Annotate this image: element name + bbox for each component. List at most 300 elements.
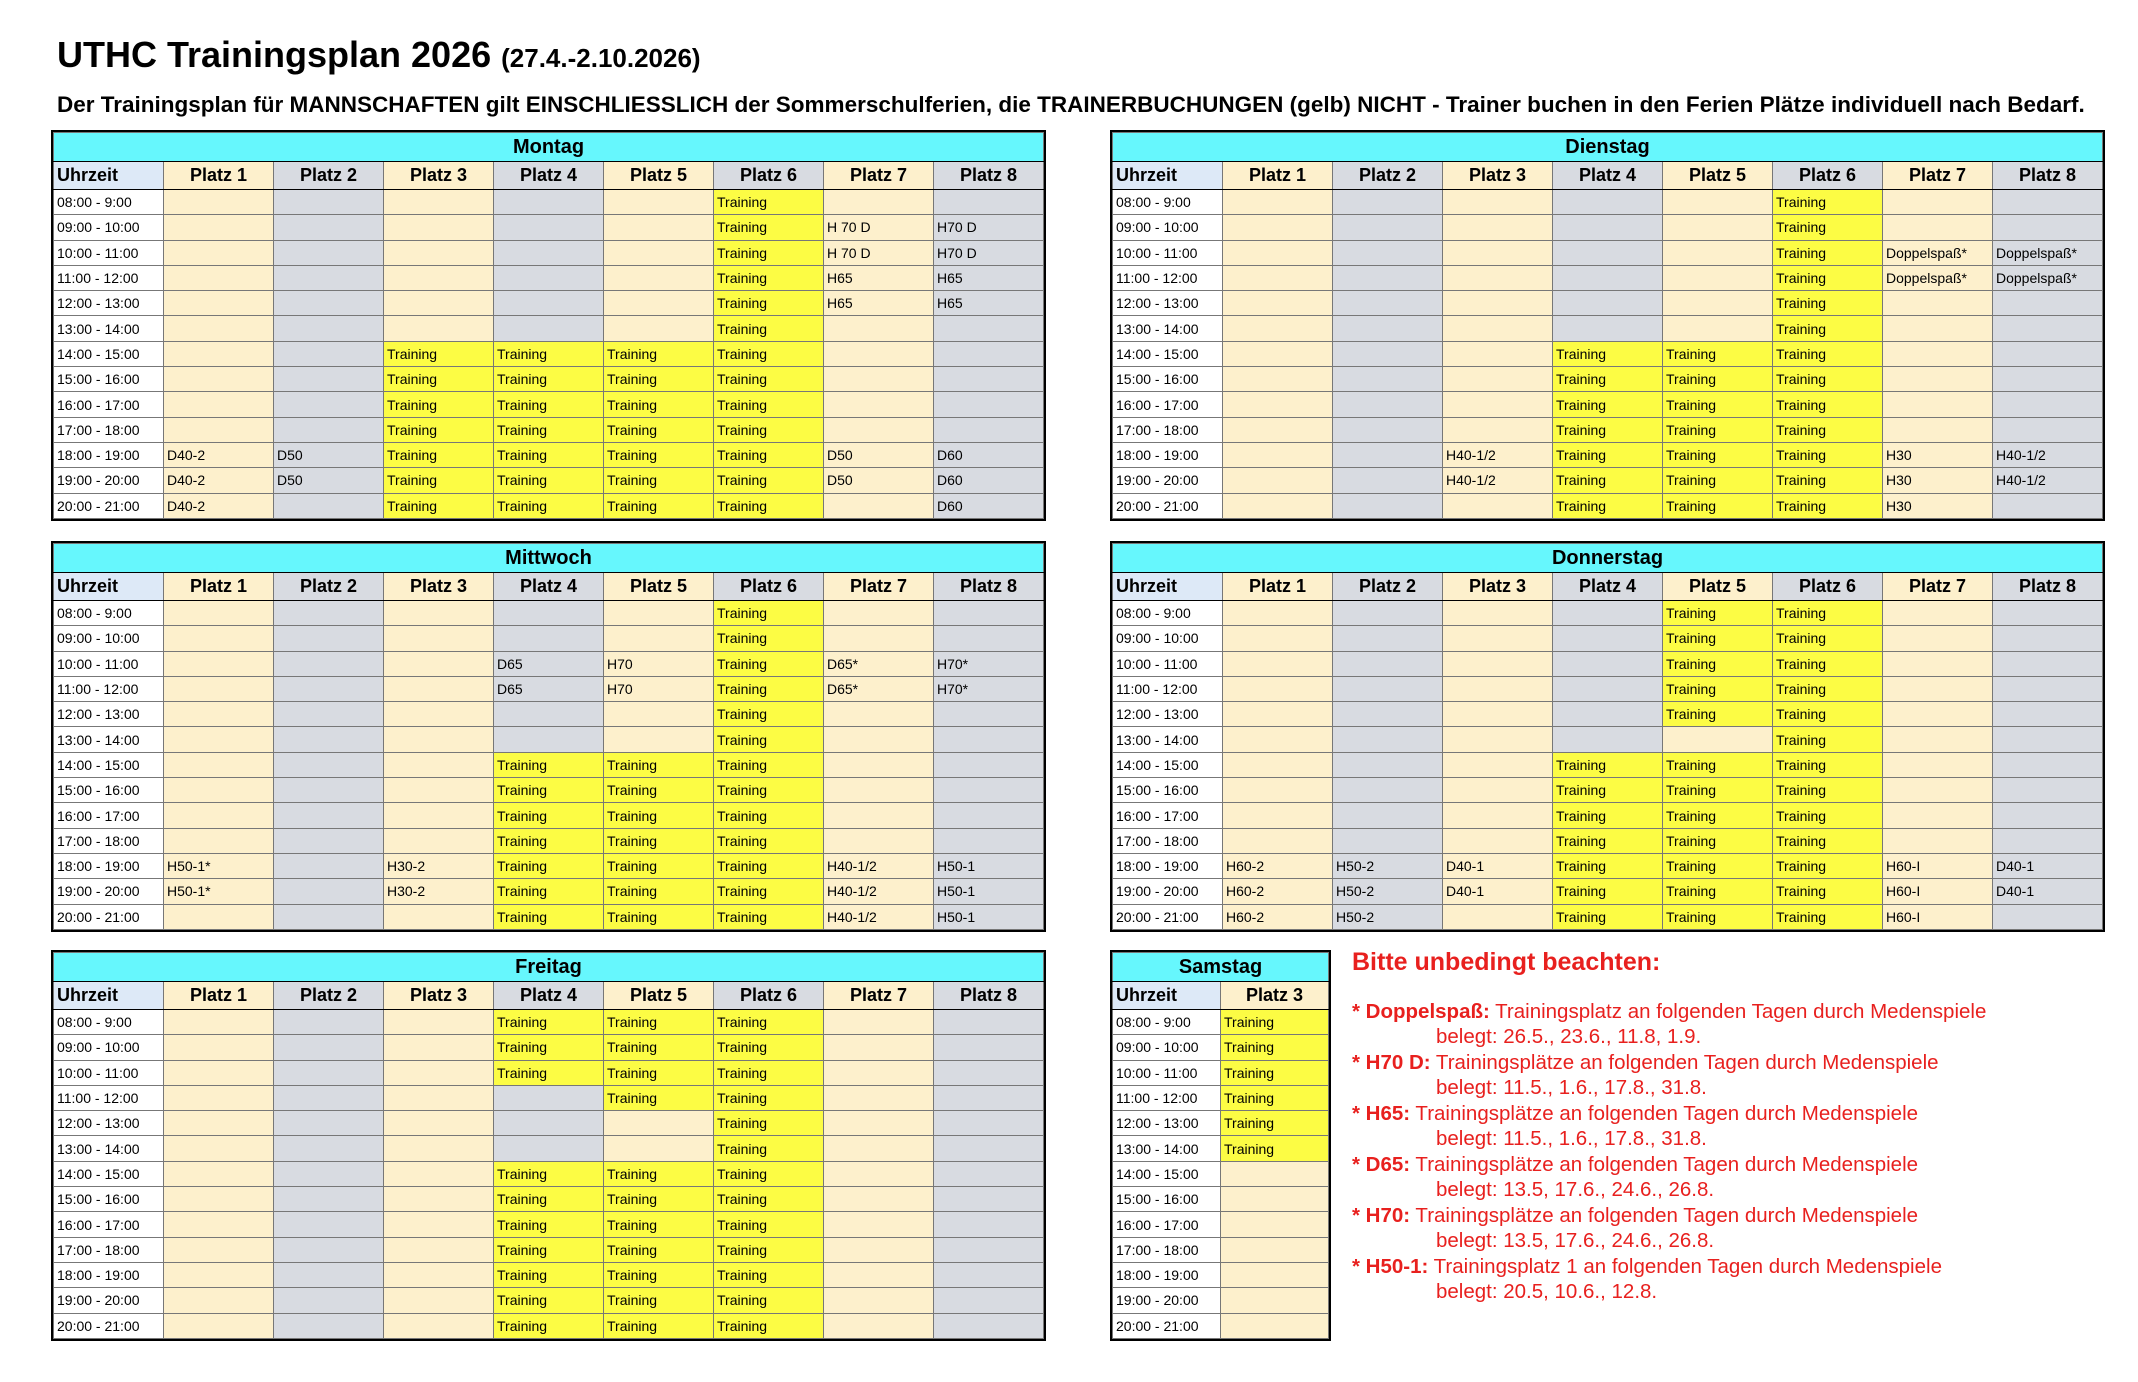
time-cell: 13:00 - 14:00 [1113,1136,1221,1161]
day-header: Dienstag [1113,133,2103,162]
court-cell [1223,493,1333,518]
table-row [1113,1212,1329,1237]
court-cell [934,752,1044,777]
court-cell: H30-2 [384,879,494,904]
table-row [54,601,1044,626]
time-cell: 15:00 - 16:00 [1113,778,1223,803]
table-row [1113,240,2103,265]
court-cell [1223,626,1333,651]
court-cell [1993,291,2103,316]
court-cell [1993,626,2103,651]
court-cell [1333,316,1443,341]
court-cell [604,190,714,215]
court-cell: Training [494,828,604,853]
note-item [1352,999,1986,1049]
court-cell [274,341,384,366]
time-cell: 20:00 - 21:00 [54,904,164,929]
court-column-header: Platz 4 [494,162,604,190]
court-cell [494,601,604,626]
court-cell: H50-2 [1333,879,1443,904]
court-cell: Training [494,853,604,878]
court-cell [1883,702,1993,727]
table-row [1113,879,2103,904]
court-cell: Training [714,265,824,290]
court-cell: Training [714,1313,824,1338]
table-row [1113,1010,1329,1035]
court-cell [164,341,274,366]
table-row [1113,1060,1329,1085]
court-cell [934,341,1044,366]
time-cell: 14:00 - 15:00 [1113,752,1223,777]
court-cell: D65* [824,676,934,701]
table-row [54,626,1044,651]
court-cell: D50 [274,468,384,493]
court-cell: Training [714,316,824,341]
court-cell [1221,1237,1329,1262]
court-cell: Training [714,1060,824,1085]
table-row [54,1035,1044,1060]
court-cell [1443,778,1553,803]
table-row [54,1136,1044,1161]
time-cell: 13:00 - 14:00 [1113,727,1223,752]
court-cell [1443,493,1553,518]
court-cell [1553,727,1663,752]
court-cell: H60-I [1883,853,1993,878]
court-cell [384,1060,494,1085]
court-cell [1993,392,2103,417]
table-row [54,1212,1044,1237]
court-cell [934,702,1044,727]
table-row [1113,316,2103,341]
court-cell: Training [604,853,714,878]
court-cell [934,1288,1044,1313]
table-row [54,442,1044,467]
court-cell: Training [1773,626,1883,651]
court-cell: Training [1773,493,1883,518]
court-cell: Training [494,1187,604,1212]
court-cell [384,1313,494,1338]
court-cell [1443,676,1553,701]
court-cell: Training [604,1212,714,1237]
notes-panel [1352,948,1986,1305]
court-cell: Training [1553,468,1663,493]
court-cell [1993,904,2103,929]
time-cell: 18:00 - 19:00 [54,1262,164,1287]
court-column-header: Platz 8 [934,573,1044,601]
court-cell: Training [714,1111,824,1136]
court-cell [384,291,494,316]
court-cell [1993,778,2103,803]
time-cell: 10:00 - 11:00 [54,1060,164,1085]
court-cell [274,727,384,752]
time-cell: 16:00 - 17:00 [54,803,164,828]
court-column-header: Platz 8 [934,162,1044,190]
court-cell: Training [714,727,824,752]
court-cell [1443,828,1553,853]
time-cell: 10:00 - 11:00 [54,651,164,676]
court-cell: Training [604,442,714,467]
note-label: * H70: [1352,1204,1411,1227]
court-cell: Training [1221,1085,1329,1110]
court-cell: H65 [824,291,934,316]
court-cell: Training [494,1212,604,1237]
court-cell [1223,468,1333,493]
time-cell: 13:00 - 14:00 [1113,316,1223,341]
table-row [54,1262,1044,1287]
time-cell: 15:00 - 16:00 [54,367,164,392]
court-cell: Training [494,468,604,493]
court-cell [1883,727,1993,752]
court-cell: Training [1553,904,1663,929]
table-row [1113,651,2103,676]
court-cell: Training [1553,853,1663,878]
court-cell [1221,1288,1329,1313]
court-cell [1663,291,1773,316]
court-cell [274,626,384,651]
court-cell [164,1161,274,1186]
court-cell [604,240,714,265]
schedule-table [1112,132,2103,519]
court-cell [384,190,494,215]
court-cell: Training [1773,727,1883,752]
time-cell: 17:00 - 18:00 [54,828,164,853]
court-cell: D40-2 [164,468,274,493]
court-cell: Training [714,341,824,366]
table-row [1113,1288,1329,1313]
court-cell [274,1237,384,1262]
court-cell [1221,1313,1329,1338]
court-cell [384,1035,494,1060]
court-cell [1223,727,1333,752]
court-cell [494,291,604,316]
court-cell [1223,190,1333,215]
court-column-header: Platz 2 [1333,162,1443,190]
court-cell: Training [1553,803,1663,828]
court-cell [934,1212,1044,1237]
court-cell [1443,367,1553,392]
court-cell: Training [714,676,824,701]
note-dates: belegt: 13.5, 17.6., 24.6., 26.8. [1436,1178,1715,1201]
court-cell: H 70 D [824,215,934,240]
court-cell [1333,778,1443,803]
court-cell [164,215,274,240]
note-text: Trainingsplätze an folgenden Tagen durch Medenspiele [1410,1204,1919,1227]
table-row [1113,1111,1329,1136]
court-cell [1663,265,1773,290]
court-cell: Training [1773,468,1883,493]
court-cell: H50-1* [164,879,274,904]
court-column-header: Platz 8 [1993,162,2103,190]
court-cell: Training [1773,752,1883,777]
court-cell: Training [604,828,714,853]
court-cell [164,1010,274,1035]
schedule-table [1112,952,1329,1339]
court-cell: H40-1/2 [1993,442,2103,467]
note-dates: belegt: 20.5, 10.6., 12.8. [1436,1280,1658,1303]
court-cell: H60-I [1883,904,1993,929]
court-cell: Training [494,1161,604,1186]
court-cell: H70* [934,651,1044,676]
court-cell [164,291,274,316]
time-cell: 11:00 - 12:00 [54,265,164,290]
court-cell [934,778,1044,803]
table-row [54,417,1044,442]
court-cell: Training [714,215,824,240]
court-cell [274,1060,384,1085]
table-row [1113,190,2103,215]
court-cell [274,601,384,626]
court-cell [1221,1262,1329,1287]
court-cell [1553,240,1663,265]
court-cell: Training [1773,367,1883,392]
court-cell: Training [1773,240,1883,265]
court-cell [824,727,934,752]
court-cell: D60 [934,442,1044,467]
court-cell: Training [1663,493,1773,518]
court-cell [494,265,604,290]
time-cell: 11:00 - 12:00 [54,1085,164,1110]
court-cell: Training [714,803,824,828]
court-cell: D40-1 [1443,879,1553,904]
court-column-header: Platz 4 [1553,162,1663,190]
court-cell: Training [604,392,714,417]
schedule-freitag [51,950,1046,1341]
court-cell [384,1111,494,1136]
court-cell: Training [384,367,494,392]
court-cell [1443,190,1553,215]
court-cell [1443,904,1553,929]
time-cell: 15:00 - 16:00 [1113,1187,1221,1212]
note-dates: belegt: 13.5, 17.6., 24.6., 26.8. [1436,1229,1715,1252]
court-cell [274,493,384,518]
court-cell [1223,417,1333,442]
time-cell: 08:00 - 9:00 [1113,190,1223,215]
court-column-header: Platz 3 [1221,982,1329,1010]
court-cell [1883,778,1993,803]
court-cell [164,803,274,828]
table-row [1113,468,2103,493]
schedule-table [1112,543,2103,930]
table-row [54,752,1044,777]
court-cell: Training [494,1060,604,1085]
court-cell [1553,316,1663,341]
court-column-header: Platz 3 [384,982,494,1010]
court-cell [274,1288,384,1313]
court-cell [1663,316,1773,341]
time-cell: 20:00 - 21:00 [1113,493,1223,518]
table-row [1113,702,2103,727]
court-cell: H50-1* [164,853,274,878]
table-row [1113,1136,1329,1161]
court-cell: Training [1773,442,1883,467]
court-cell [1553,676,1663,701]
court-cell: Training [604,493,714,518]
court-cell: Training [494,392,604,417]
table-row [1113,803,2103,828]
court-cell [164,828,274,853]
court-cell [1553,190,1663,215]
court-cell [1993,190,2103,215]
court-column-header: Platz 1 [164,982,274,1010]
court-cell: Training [714,601,824,626]
court-cell: Training [1773,879,1883,904]
court-cell [824,1010,934,1035]
court-cell [934,601,1044,626]
time-cell: 17:00 - 18:00 [54,1237,164,1262]
court-cell: H60-2 [1223,879,1333,904]
court-cell [1883,215,1993,240]
time-cell: 15:00 - 16:00 [1113,367,1223,392]
court-cell [1993,215,2103,240]
court-cell [824,626,934,651]
table-row [54,1060,1044,1085]
court-cell [384,828,494,853]
court-cell: Training [1773,601,1883,626]
court-cell: Training [1553,341,1663,366]
court-cell [1223,240,1333,265]
court-column-header: Platz 1 [164,162,274,190]
court-cell: Training [494,1262,604,1287]
court-cell [824,1035,934,1060]
court-cell [164,1136,274,1161]
court-cell [274,1262,384,1287]
time-cell: 12:00 - 13:00 [54,291,164,316]
note-label: * Doppelspaß: [1352,1000,1490,1023]
court-cell [934,392,1044,417]
court-cell [934,1187,1044,1212]
table-row [1113,1237,1329,1262]
court-cell: Training [714,240,824,265]
court-cell: Training [1663,702,1773,727]
court-cell: D65 [494,651,604,676]
court-cell [824,493,934,518]
court-cell: Training [604,468,714,493]
time-cell: 09:00 - 10:00 [54,1035,164,1060]
time-cell: 13:00 - 14:00 [54,1136,164,1161]
court-cell: Training [1773,341,1883,366]
court-cell: H40-1/2 [1443,442,1553,467]
court-cell: Training [1663,417,1773,442]
court-cell: Training [494,442,604,467]
court-cell [274,803,384,828]
court-cell [494,190,604,215]
court-cell: Training [1221,1136,1329,1161]
court-cell [1993,651,2103,676]
court-cell [1993,316,2103,341]
court-cell [1333,392,1443,417]
court-cell [494,316,604,341]
court-cell [1993,702,2103,727]
time-cell: 10:00 - 11:00 [1113,1060,1221,1085]
time-cell: 11:00 - 12:00 [54,676,164,701]
time-cell: 17:00 - 18:00 [54,417,164,442]
court-column-header: Platz 5 [1663,162,1773,190]
court-cell: Training [714,1187,824,1212]
court-cell: Training [1663,828,1773,853]
court-cell: Training [1773,265,1883,290]
court-cell [1443,291,1553,316]
page-title [57,34,701,76]
court-cell [1883,752,1993,777]
table-row [1113,265,2103,290]
time-cell: 09:00 - 10:00 [1113,215,1223,240]
court-cell [1883,291,1993,316]
court-cell [1553,215,1663,240]
court-cell: D40-1 [1443,853,1553,878]
schedule-montag [51,130,1046,521]
time-cell: 17:00 - 18:00 [1113,1237,1221,1262]
court-cell [384,651,494,676]
schedule-dienstag [1110,130,2105,521]
court-cell: H30-2 [384,853,494,878]
court-cell: Training [714,626,824,651]
court-cell: Training [604,1085,714,1110]
table-row [1113,626,2103,651]
court-cell [494,1085,604,1110]
table-row [54,727,1044,752]
court-cell: H 70 D [824,240,934,265]
court-cell: Training [714,417,824,442]
court-cell [1883,417,1993,442]
court-cell [1663,215,1773,240]
table-row [1113,752,2103,777]
court-cell [1223,265,1333,290]
court-cell [1443,752,1553,777]
time-cell: 14:00 - 15:00 [54,341,164,366]
court-cell [824,1161,934,1186]
court-cell: Training [1221,1010,1329,1035]
note-label: * H65: [1352,1102,1411,1125]
court-cell [384,1136,494,1161]
table-row [54,1237,1044,1262]
court-cell: Training [494,341,604,366]
court-column-header: Platz 2 [274,162,384,190]
table-row [54,828,1044,853]
court-cell [384,1288,494,1313]
court-cell [824,1136,934,1161]
court-column-header: Platz 1 [1223,162,1333,190]
time-cell: 16:00 - 17:00 [1113,803,1223,828]
court-cell [384,803,494,828]
time-cell: 08:00 - 9:00 [54,190,164,215]
court-cell [604,215,714,240]
court-cell: Training [1773,651,1883,676]
court-column-header: Platz 7 [824,573,934,601]
note-item [1352,1203,1986,1253]
court-cell [164,676,274,701]
court-cell: Training [1553,417,1663,442]
court-cell [1223,676,1333,701]
court-cell: Training [1663,651,1773,676]
schedule-table [53,952,1044,1339]
court-cell [1221,1161,1329,1186]
court-cell: Training [494,803,604,828]
time-cell: 18:00 - 19:00 [54,442,164,467]
court-cell: H50-2 [1333,904,1443,929]
court-cell [274,1187,384,1212]
table-row [54,215,1044,240]
court-cell: H60-I [1883,879,1993,904]
court-cell [824,1187,934,1212]
court-cell [604,316,714,341]
court-cell [274,392,384,417]
table-row [54,1161,1044,1186]
court-column-header: Platz 4 [494,573,604,601]
table-row [1113,727,2103,752]
court-cell [934,1010,1044,1035]
court-cell [1333,601,1443,626]
court-cell [604,727,714,752]
